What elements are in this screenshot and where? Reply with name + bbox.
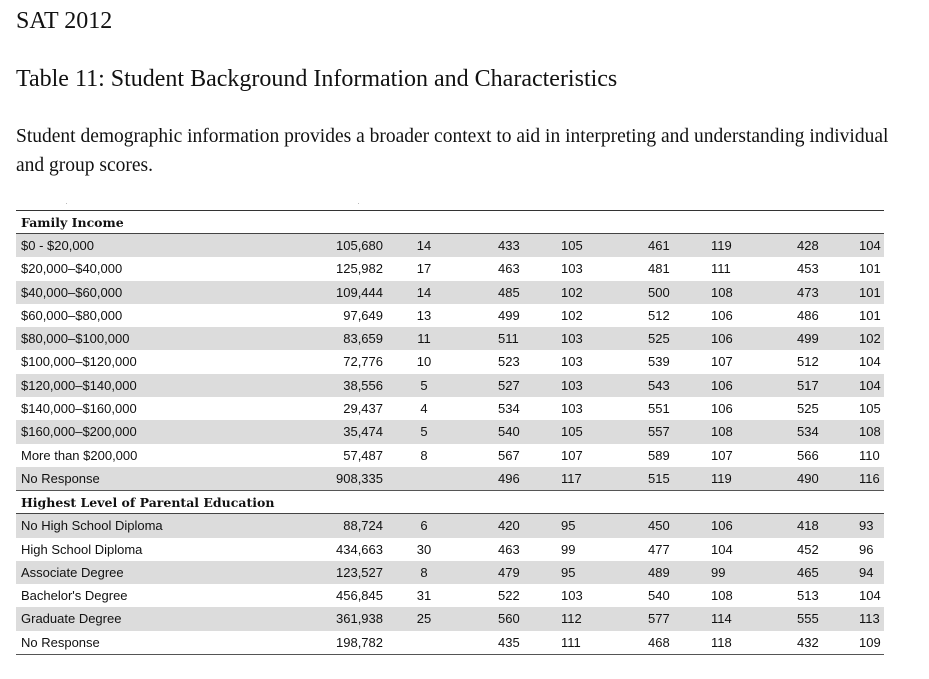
math-sd-cell: 119 [711,470,732,486]
count-cell: 35,474 [343,424,383,440]
writing-sd-cell: 93 [859,518,874,534]
section-heading: Family Income [16,211,884,234]
reading-mean-cell: 485 [498,284,520,300]
writing-mean-cell: 513 [797,588,819,604]
reading-sd-cell: 103 [561,401,583,417]
math-sd-cell: 104 [711,541,733,557]
reading-sd-cell: 112 [561,611,582,627]
percent-cell: 25 [416,611,432,627]
count-cell: 29,437 [343,401,383,417]
reading-mean-cell: 433 [498,238,520,253]
count-cell: 908,335 [336,470,383,486]
writing-sd-cell: 101 [859,261,881,277]
row-label: More than $200,000 [21,447,138,463]
reading-sd-cell: 105 [561,238,583,253]
row-label: $60,000–$80,000 [21,307,123,323]
count-cell: 109,444 [336,284,383,300]
writing-mean-cell: 512 [797,354,819,370]
math-sd-cell: 108 [711,284,733,300]
reading-mean-cell: 560 [498,611,520,627]
percent-cell: 5 [420,377,428,393]
count-cell: 434,663 [336,541,383,557]
math-mean-cell: 551 [648,401,670,417]
writing-sd-cell: 104 [859,238,881,253]
table-row [16,561,884,584]
reading-sd-cell: 103 [561,261,583,277]
reading-mean-cell: 420 [498,518,520,534]
math-mean-cell: 477 [648,541,670,557]
writing-sd-cell: 104 [859,377,881,393]
writing-sd-cell: 94 [859,564,874,580]
row-label: $40,000–$60,000 [21,284,123,300]
math-sd-cell: 119 [711,238,732,253]
background-table [16,210,884,655]
math-sd-cell: 99 [711,564,726,580]
table-row [16,281,884,304]
table-row [16,631,884,655]
math-sd-cell: 106 [711,331,733,347]
count-cell: 456,845 [336,588,383,604]
reading-sd-cell: 103 [561,588,583,604]
percent-cell: 10 [416,354,432,370]
percent-cell: 11 [417,331,431,347]
math-mean-cell: 589 [648,447,670,463]
reading-mean-cell: 496 [498,470,520,486]
writing-mean-cell: 453 [797,261,819,277]
count-cell: 57,487 [343,447,383,463]
math-mean-cell: 557 [648,424,670,440]
writing-mean-cell: 486 [797,307,819,323]
percent-cell: 8 [420,564,428,580]
writing-sd-cell: 101 [859,307,881,323]
writing-mean-cell: 525 [797,401,819,417]
writing-mean-cell: 428 [797,238,819,253]
table-row [16,374,884,397]
section-heading: Highest Level of Parental Education [16,491,884,514]
math-mean-cell: 515 [648,470,670,486]
count-cell: 38,556 [343,377,383,393]
document-title: SAT 2012 [16,8,113,34]
table-row [16,420,884,443]
count-cell: 83,659 [343,331,383,347]
table-row [16,467,884,491]
reading-sd-cell: 102 [561,284,583,300]
reading-mean-cell: 540 [498,424,520,440]
math-mean-cell: 481 [648,261,670,277]
percent-cell: 8 [420,447,428,463]
percent-cell: 31 [416,588,432,604]
math-mean-cell: 577 [648,611,670,627]
reading-sd-cell: 103 [561,331,583,347]
percent-cell: 13 [416,307,432,323]
table-row [16,397,884,420]
writing-sd-cell: 113 [859,611,880,627]
writing-sd-cell: 102 [859,331,881,347]
table-row [16,350,884,373]
reading-mean-cell: 534 [498,401,520,417]
table-row [16,538,884,561]
math-mean-cell: 512 [648,307,670,323]
table-row [16,514,884,537]
table-title: Table 11: Student Background Information and Characteristics [16,66,618,92]
math-sd-cell: 107 [711,354,733,370]
reading-mean-cell: 523 [498,354,520,370]
reading-sd-cell: 107 [561,447,583,463]
table-row [16,234,884,257]
row-label: Associate Degree [21,564,124,580]
reading-mean-cell: 567 [498,447,520,463]
writing-sd-cell: 110 [859,447,880,463]
table-row [16,327,884,350]
math-sd-cell: 108 [711,588,733,604]
table-row [16,444,884,467]
math-sd-cell: 106 [711,377,733,393]
writing-mean-cell: 534 [797,424,819,440]
tick-mark [66,203,67,204]
writing-mean-cell: 452 [797,541,819,557]
writing-sd-cell: 116 [859,470,880,486]
writing-mean-cell: 465 [797,564,819,580]
row-label: $120,000–$140,000 [21,377,137,393]
math-sd-cell: 107 [711,447,733,463]
writing-mean-cell: 517 [797,377,819,393]
math-mean-cell: 468 [648,634,670,650]
reading-mean-cell: 463 [498,541,520,557]
reading-sd-cell: 95 [561,564,576,580]
reading-mean-cell: 522 [498,588,520,604]
row-label: $100,000–$120,000 [21,354,137,370]
math-mean-cell: 539 [648,354,670,370]
reading-mean-cell: 463 [498,261,520,277]
reading-sd-cell: 117 [561,470,582,486]
intro-paragraph: Student demographic information provides a broader context to aid in interpreting and understanding individual and group scores. [16,126,889,176]
math-mean-cell: 540 [648,588,670,604]
math-sd-cell: 108 [711,424,733,440]
reading-sd-cell: 103 [561,354,583,370]
writing-mean-cell: 555 [797,611,819,627]
percent-cell: 6 [420,518,428,534]
writing-sd-cell: 105 [859,401,881,417]
math-mean-cell: 500 [648,284,670,300]
row-label: $140,000–$160,000 [21,401,137,417]
math-sd-cell: 106 [711,401,733,417]
math-sd-cell: 118 [711,634,732,650]
table-row [16,257,884,280]
percent-cell: 17 [416,261,432,277]
writing-mean-cell: 499 [797,331,819,347]
row-label: High School Diploma [21,541,143,557]
writing-sd-cell: 101 [859,284,881,300]
percent-cell: 5 [420,424,428,440]
writing-sd-cell: 96 [859,541,874,557]
row-label: Graduate Degree [21,611,122,627]
reading-mean-cell: 435 [498,634,520,650]
percent-cell: 14 [416,284,432,300]
percent-cell: 4 [420,401,428,417]
table-row [16,607,884,630]
writing-mean-cell: 473 [797,284,819,300]
writing-sd-cell: 104 [859,588,881,604]
table-row [16,584,884,607]
reading-sd-cell: 102 [561,307,583,323]
math-mean-cell: 461 [648,238,670,253]
writing-sd-cell: 109 [859,634,881,650]
row-label: $80,000–$100,000 [21,331,130,347]
math-sd-cell: 114 [711,611,732,627]
reading-mean-cell: 527 [498,377,520,393]
math-mean-cell: 489 [648,564,670,580]
math-sd-cell: 106 [711,518,733,534]
reading-sd-cell: 99 [561,541,576,557]
reading-mean-cell: 511 [498,331,519,347]
reading-sd-cell: 105 [561,424,583,440]
writing-mean-cell: 566 [797,447,819,463]
math-sd-cell: 111 [711,261,731,277]
count-cell: 97,649 [343,307,383,323]
row-label: No Response [21,470,100,486]
writing-sd-cell: 108 [859,424,881,440]
percent-cell: 14 [416,238,432,253]
row-label: Bachelor's Degree [21,588,128,604]
row-label: $160,000–$200,000 [21,424,137,440]
count-cell: 105,680 [336,238,383,253]
writing-mean-cell: 418 [797,518,819,534]
reading-sd-cell: 111 [561,634,581,650]
reading-sd-cell: 95 [561,518,576,534]
row-label: No High School Diploma [21,518,163,534]
writing-mean-cell: 490 [797,470,819,486]
math-mean-cell: 543 [648,377,670,393]
row-label: $20,000–$40,000 [21,261,123,277]
percent-cell: 30 [416,541,432,557]
reading-sd-cell: 103 [561,377,583,393]
writing-sd-cell: 104 [859,354,881,370]
count-cell: 123,527 [336,564,383,580]
math-mean-cell: 525 [648,331,670,347]
reading-mean-cell: 479 [498,564,520,580]
count-cell: 72,776 [343,354,383,370]
count-cell: 125,982 [336,261,383,277]
count-cell: 88,724 [343,518,383,534]
tick-mark [358,203,359,204]
count-cell: 361,938 [336,611,383,627]
row-label: No Response [21,634,100,650]
writing-mean-cell: 432 [797,634,819,650]
math-mean-cell: 450 [648,518,670,534]
reading-mean-cell: 499 [498,307,520,323]
table-row [16,304,884,327]
count-cell: 198,782 [336,634,383,650]
math-sd-cell: 106 [711,307,733,323]
row-label: $0 - $20,000 [21,238,95,253]
